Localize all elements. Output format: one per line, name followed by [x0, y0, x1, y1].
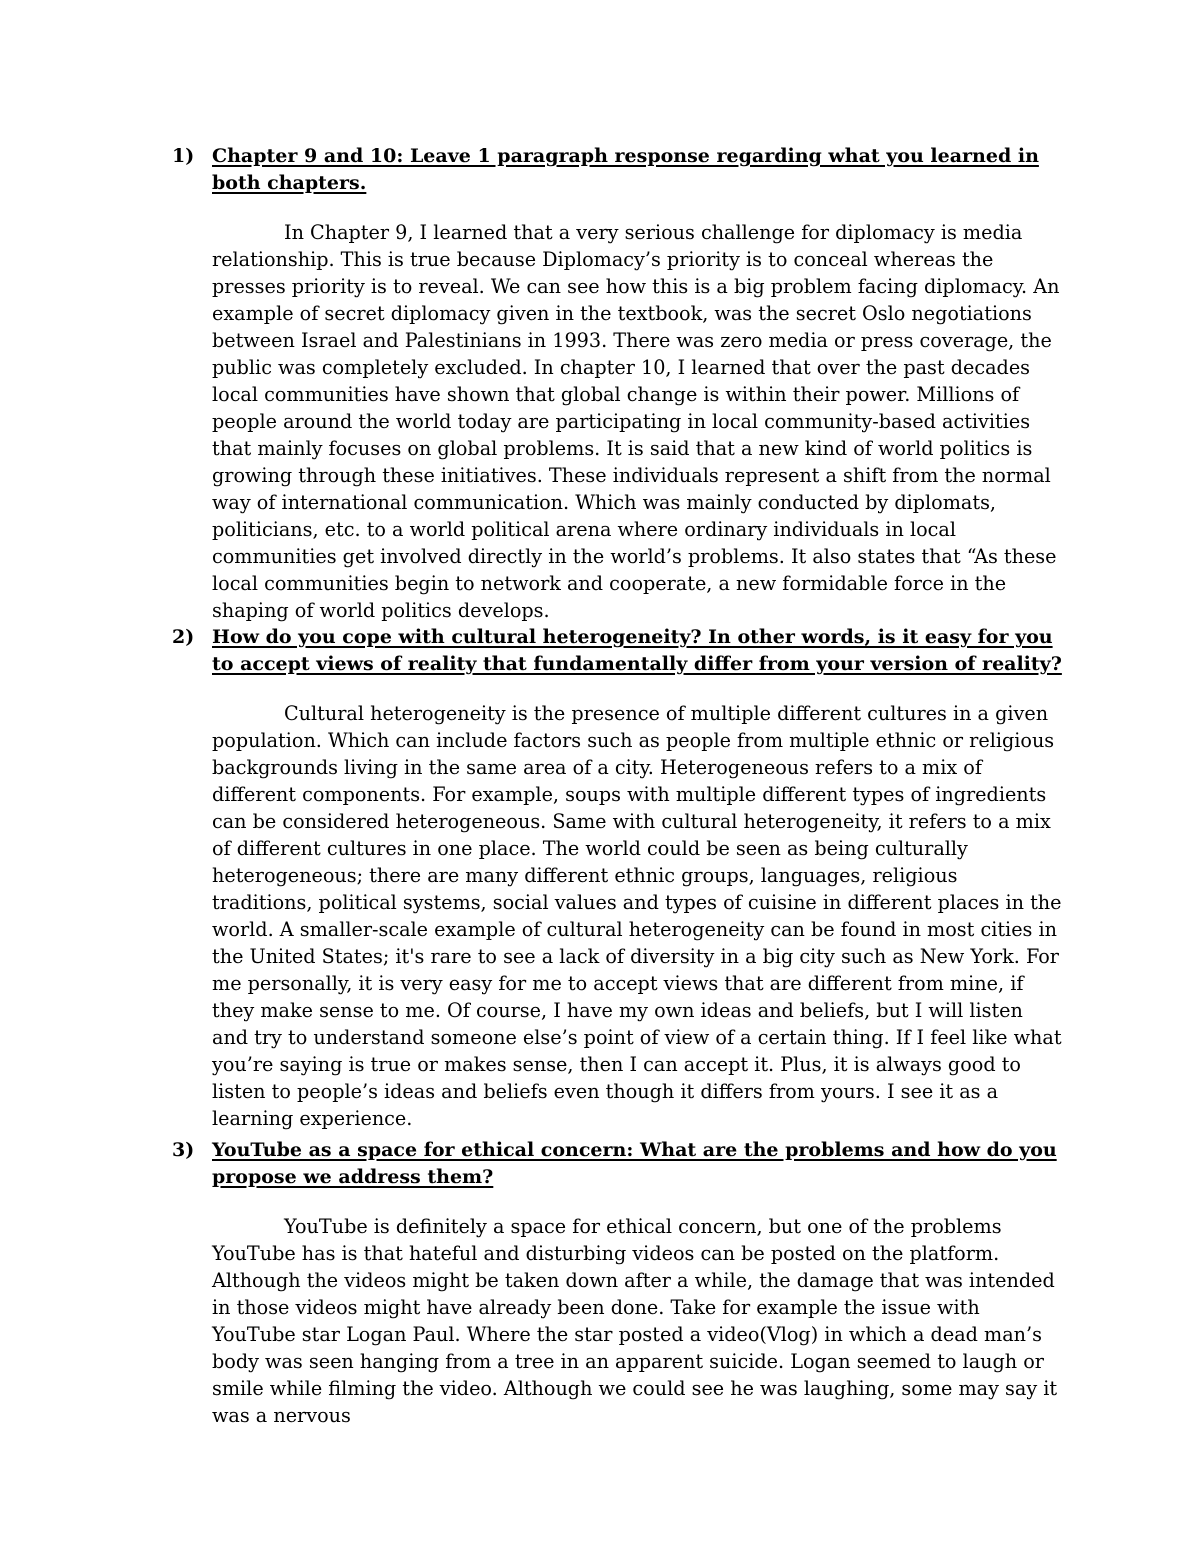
- question-heading: [172, 624, 1062, 678]
- answer-paragraph: In Chapter 9, I learned that a very serious challenge for diplomacy is media relationship. This is true because Diplomacy’s priority is to conceal whereas the presses priority is to reveal. We can see how this is a big problem facing diplomacy. An example of secret diplomacy given in the textbook, was the secret Oslo negotiations between Israel and Palestinians in 1993. There was zero media or press coverage, the public was completely excluded. In chapter 10, I learned that over the past decades local communities have shown that global change is within their power. Millions of people around the world today are participating in local community-based activities that mainly focuses on global problems. It is said that a new kind of world politics is growing through these initiatives. These individuals represent a shift from the normal way of international communication. Which was mainly conducted by diplomats, politicians, etc. to a world political arena where ordinary individuals in local communities get involved directly in the world’s problems. It also states that “As these local communities begin to network and cooperate, a new formidable force in the shaping of world politics develops.: [212, 221, 1060, 622]
- question-text: YouTube as a space for ethical concern: What are the problems and how do you propose we address them?: [212, 1139, 1057, 1188]
- question-section-1: [172, 143, 1062, 624]
- question-number: 3): [172, 1139, 195, 1161]
- question-text: Chapter 9 and 10: Leave 1 paragraph response regarding what you learned in both chapters.: [212, 145, 1039, 194]
- question-number: 1): [172, 145, 195, 167]
- question-heading: [172, 1137, 1062, 1191]
- question-heading: [172, 143, 1062, 197]
- question-number: 2): [172, 626, 195, 648]
- answer-paragraph: Cultural heterogeneity is the presence of multiple different cultures in a given population. Which can include factors such as people from multiple ethnic or religious backgrounds living in the same area of a city. Heterogeneous refers to a mix of different components. For example, soups with multiple different types of ingredients can be considered heterogeneous. Same with cultural heterogeneity, it refers to a mix of different cultures in one place. The world could be seen as being culturally heterogeneous; there are many different ethnic groups, languages, religious traditions, political systems, social values and types of cuisine in different places in the world. A smaller-scale example of cultural heterogeneity can be found in most cities in the United States; it's rare to see a lack of diversity in a big city such as New York. For me personally, it is very easy for me to accept views that are different from mine, if they make sense to me. Of course, I have my own ideas and beliefs, but I will listen and try to understand someone else’s point of view of a certain thing. If I feel like what you’re saying is true or makes sense, then I can accept it. Plus, it is always good to listen to people’s ideas and beliefs even though it differs from yours. I see it as a learning experience.: [212, 702, 1062, 1130]
- question-section-3: [172, 1137, 1062, 1429]
- answer-paragraph: YouTube is definitely a space for ethical concern, but one of the problems YouTube has is that hateful and disturbing videos can be posted on the platform. Although the videos might be taken down after a while, the damage that was intended in those videos might have already been done. Take for example the issue with YouTube star Logan Paul. Where the star posted a video(Vlog) in which a dead man’s body was seen hanging from a tree in an apparent suicide. Logan seemed to laugh or smile while filming the video. Although we could see he was laughing, some may say it was a nervous: [212, 1215, 1058, 1427]
- question-text: How do you cope with cultural heterogeneity? In other words, is it easy for you to accept views of reality that fundamentally differ from your version of reality?: [212, 626, 1062, 675]
- question-section-2: [172, 624, 1062, 1132]
